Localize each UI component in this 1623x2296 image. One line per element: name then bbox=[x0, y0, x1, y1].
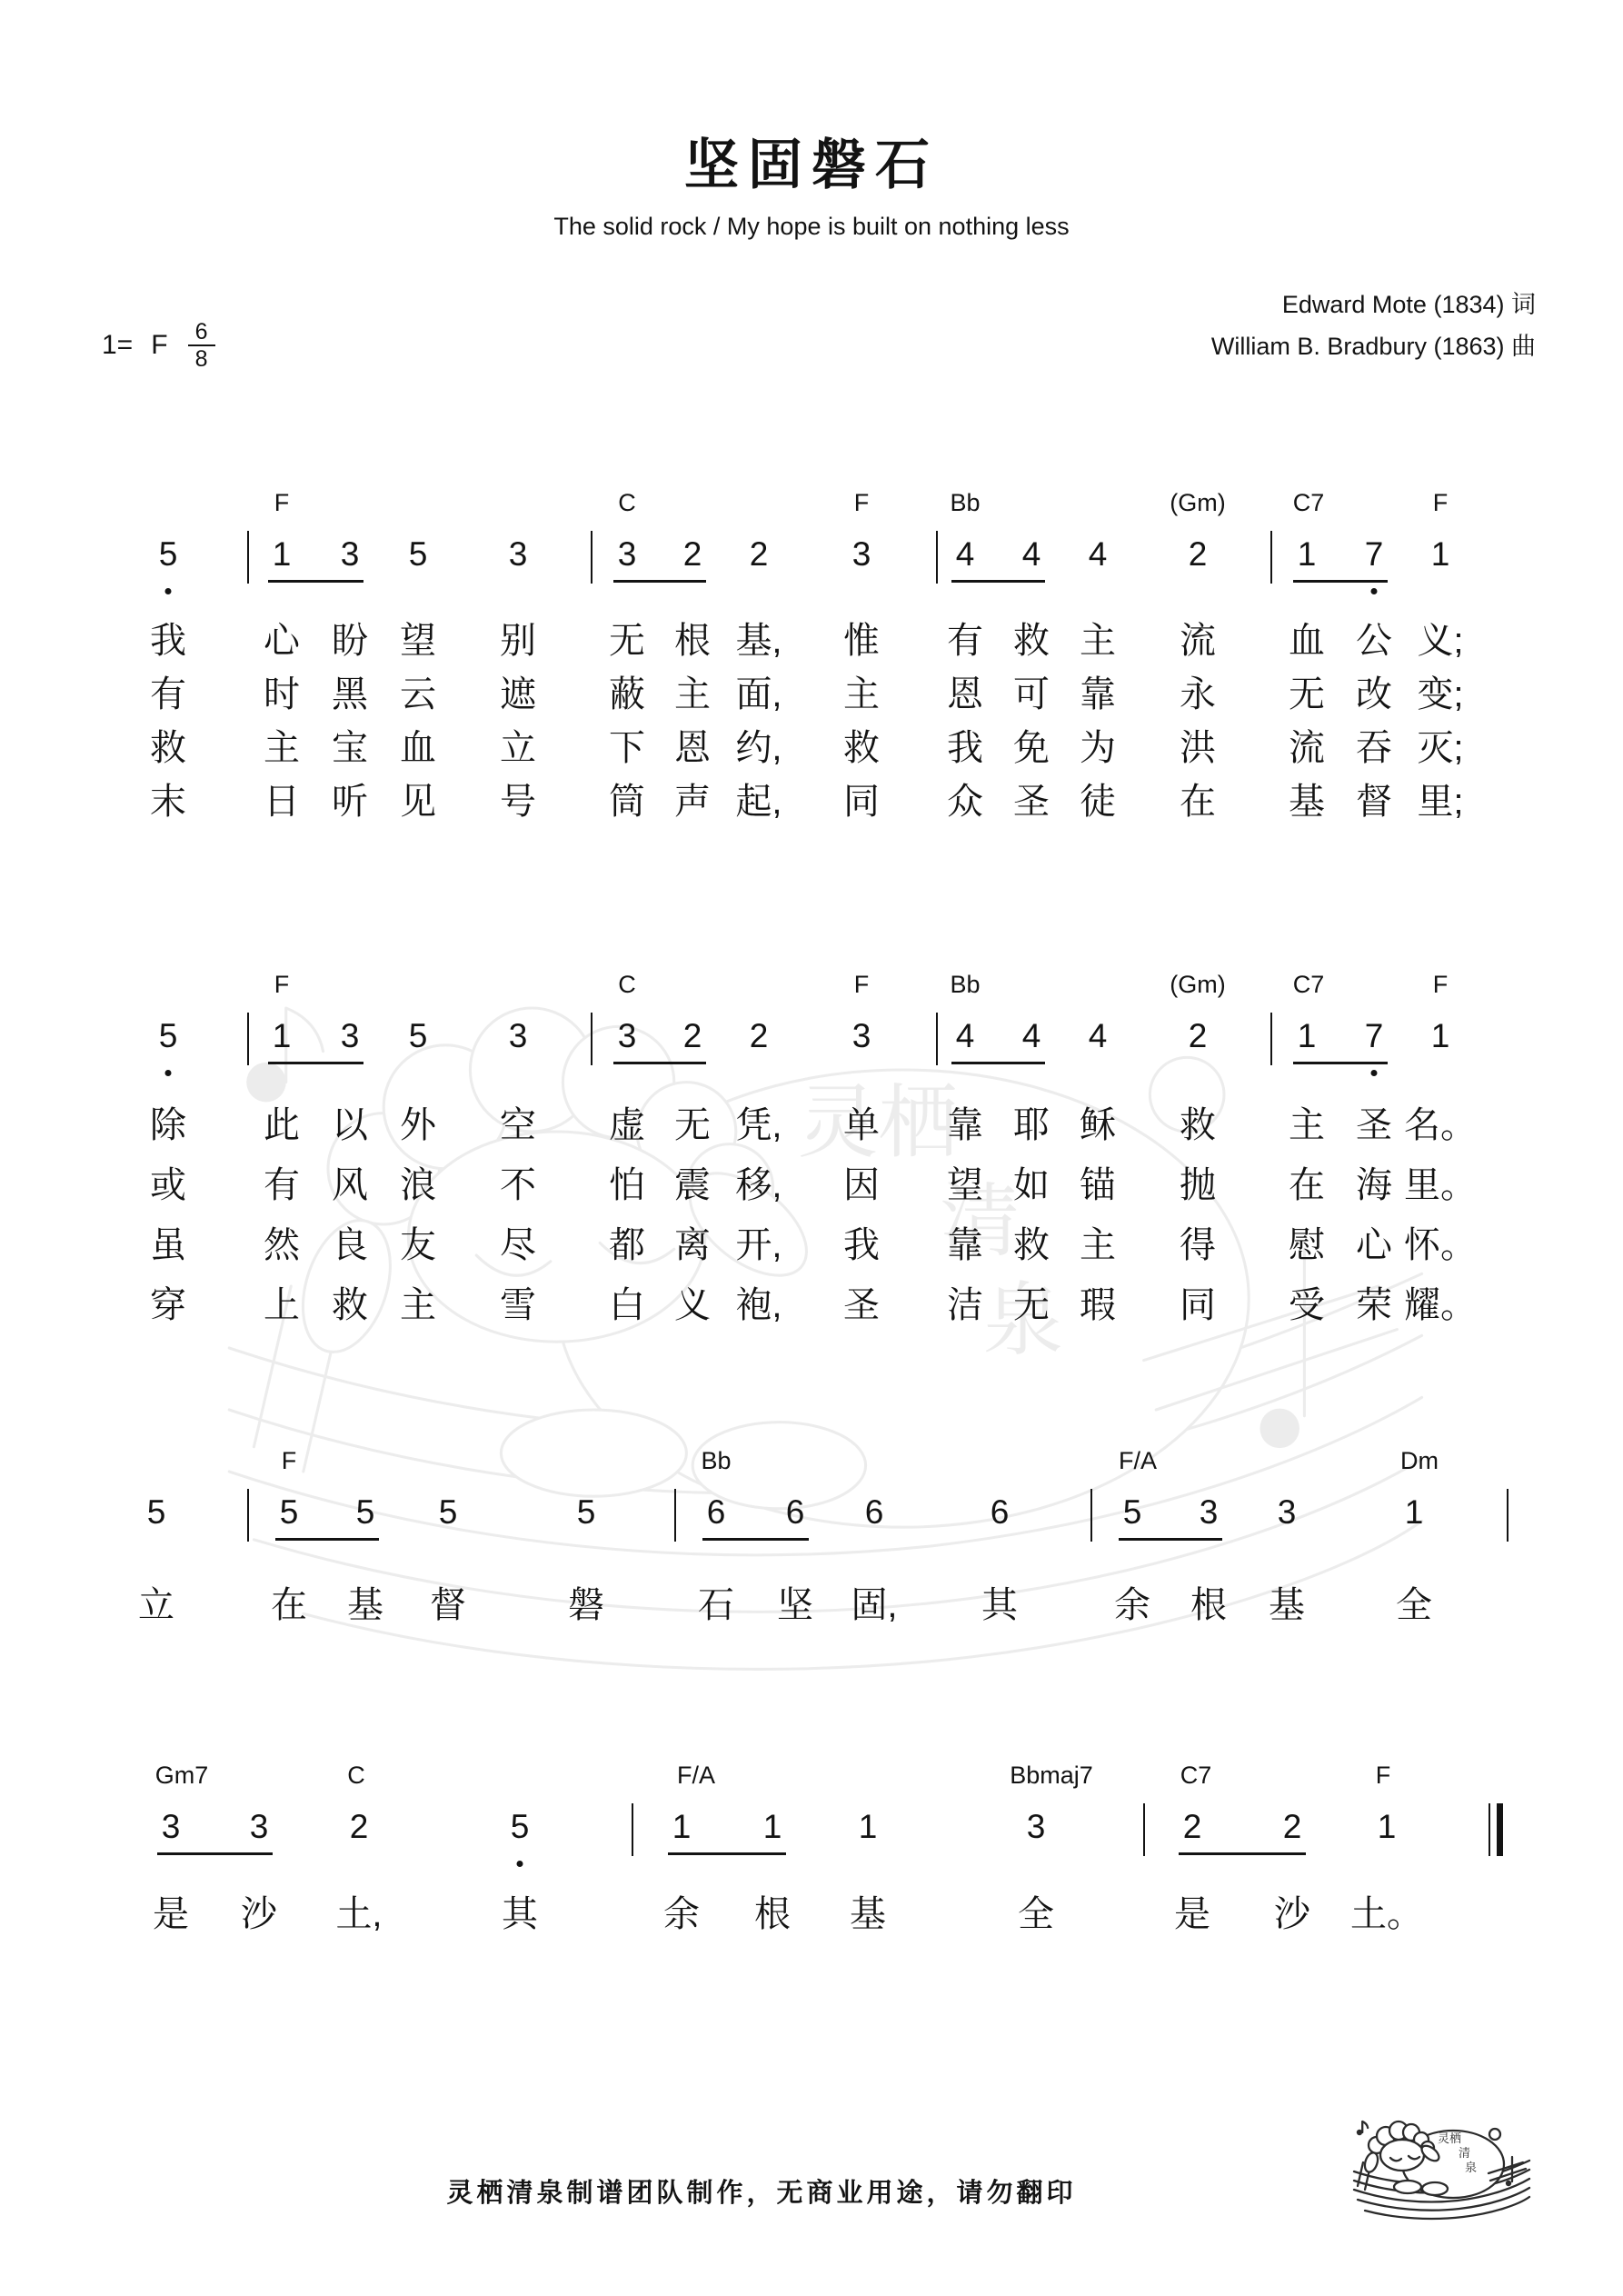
note-digit: 5 bbox=[355, 1493, 375, 1531]
note-digit: 1 bbox=[672, 1808, 692, 1845]
lyric-syllable: 移, bbox=[735, 1165, 782, 1205]
lyric-syllable: 免 bbox=[1013, 728, 1050, 768]
lyric-syllable: 在 bbox=[1289, 1165, 1325, 1205]
lyric-syllable: 下 bbox=[609, 728, 645, 768]
lyric-syllable: 变; bbox=[1417, 674, 1464, 714]
eighth-beam bbox=[268, 1062, 363, 1064]
note-digit: 5 bbox=[408, 1017, 428, 1054]
song-subtitle: The solid rock / My hope is built on nothing less bbox=[553, 213, 1070, 240]
lyric-syllable: 虽 bbox=[150, 1225, 186, 1265]
lyric-syllable: 救 bbox=[332, 1285, 368, 1325]
note-digit: 5 bbox=[158, 1017, 178, 1054]
lyric-syllable: 无 bbox=[674, 1105, 711, 1145]
lyric-syllable: 救 bbox=[843, 728, 880, 768]
lyric-syllable: 余 bbox=[663, 1894, 700, 1934]
lyric-syllable: 靠 bbox=[947, 1105, 983, 1145]
lyric-syllable: 无 bbox=[1013, 1285, 1050, 1325]
chord-label: Bb bbox=[950, 971, 981, 998]
chord-label: C7 bbox=[1180, 1762, 1212, 1789]
chord-label: F bbox=[1432, 971, 1449, 998]
note-digit: 2 bbox=[1182, 1808, 1202, 1845]
lyric-syllable: 主 bbox=[1080, 621, 1116, 661]
barline bbox=[1143, 1803, 1145, 1856]
chord-label: F bbox=[274, 971, 290, 998]
lyric-syllable: 圣 bbox=[843, 1285, 880, 1325]
chord-label: Bb bbox=[950, 489, 981, 516]
note-digit: 2 bbox=[1188, 535, 1208, 573]
lyric-syllable: 怀。 bbox=[1404, 1225, 1477, 1265]
lyric-syllable: 吞 bbox=[1356, 728, 1392, 768]
lyric-syllable: 磐 bbox=[568, 1585, 604, 1625]
chord-label: F/A bbox=[1118, 1447, 1158, 1474]
lyric-syllable: 流 bbox=[1289, 728, 1325, 768]
note-digit: 4 bbox=[1021, 535, 1041, 573]
lyric-syllable: 风 bbox=[332, 1165, 368, 1205]
lyric-syllable: 改 bbox=[1356, 674, 1392, 714]
lyric-syllable: 同 bbox=[843, 782, 880, 822]
note-digit: 6 bbox=[990, 1493, 1010, 1531]
chord-label: C bbox=[618, 489, 636, 516]
lyric-syllable: 血 bbox=[400, 728, 436, 768]
note-digit: 5 bbox=[408, 535, 428, 573]
lyric-syllable: 全 bbox=[1396, 1585, 1432, 1625]
lyric-syllable: 恩 bbox=[947, 674, 983, 714]
barline bbox=[591, 531, 592, 584]
chord-label: C bbox=[618, 971, 636, 998]
note-digit: 3 bbox=[249, 1808, 269, 1845]
barline bbox=[247, 1013, 249, 1065]
lyric-syllable: 是 bbox=[153, 1894, 189, 1934]
barline bbox=[591, 1013, 592, 1065]
lyric-syllable: 袍, bbox=[735, 1285, 782, 1325]
lyric-syllable: 虚 bbox=[609, 1105, 645, 1145]
lyric-syllable: 其 bbox=[502, 1894, 538, 1934]
lyric-syllable: 望 bbox=[400, 621, 436, 661]
chord-label: Bbmaj7 bbox=[1010, 1762, 1093, 1789]
barline bbox=[247, 1489, 249, 1542]
lyric-syllable: 友 bbox=[400, 1225, 436, 1265]
eighth-beam bbox=[613, 1062, 706, 1064]
lyric-syllable: 瑕 bbox=[1080, 1285, 1116, 1325]
note-digit: 5 bbox=[438, 1493, 458, 1531]
lyric-syllable: 筒 bbox=[609, 782, 645, 822]
barline bbox=[1270, 1013, 1272, 1065]
lyric-syllable: 时 bbox=[264, 674, 300, 714]
lyric-syllable: 基 bbox=[850, 1894, 886, 1934]
lyric-syllable: 有 bbox=[150, 674, 186, 714]
lyric-syllable: 遮 bbox=[500, 674, 536, 714]
lyric-syllable: 根 bbox=[1190, 1585, 1227, 1625]
barline bbox=[936, 1013, 938, 1065]
lyric-syllable: 我 bbox=[150, 621, 186, 661]
note-digit: 1 bbox=[1430, 535, 1450, 573]
eighth-beam bbox=[702, 1538, 809, 1541]
note-digit: 3 bbox=[340, 1017, 360, 1054]
lyric-syllable: 我 bbox=[947, 728, 983, 768]
chord-label: C7 bbox=[1292, 489, 1325, 516]
lyric-syllable: 耶 bbox=[1013, 1105, 1050, 1145]
lyric-syllable: 以 bbox=[332, 1105, 368, 1145]
eighth-beam bbox=[1119, 1538, 1222, 1541]
lyric-syllable: 如 bbox=[1013, 1165, 1050, 1205]
note-digit: 1 bbox=[1430, 1017, 1450, 1054]
note-digit: 5 bbox=[279, 1493, 299, 1531]
lyric-syllable: 恩 bbox=[674, 728, 711, 768]
note-digit: 3 bbox=[1277, 1493, 1297, 1531]
lyric-syllable: 血 bbox=[1289, 621, 1325, 661]
lyric-syllable: 根 bbox=[674, 621, 711, 661]
lyric-syllable: 黑 bbox=[332, 674, 368, 714]
note-digit: 1 bbox=[1297, 1017, 1317, 1054]
lyric-syllable: 灭; bbox=[1417, 728, 1464, 768]
chord-label: F bbox=[1432, 489, 1449, 516]
eighth-beam bbox=[613, 580, 706, 583]
chord-label: F bbox=[274, 489, 290, 516]
note-digit: 7 bbox=[1364, 1017, 1384, 1054]
lyric-syllable: 良 bbox=[332, 1225, 368, 1265]
footer-credit: 灵栖清泉制谱团队制作，无商业用途，请勿翻印 bbox=[446, 2179, 1077, 2208]
lyric-syllable: 锚 bbox=[1080, 1165, 1116, 1205]
lyric-syllable: 受 bbox=[1289, 1285, 1325, 1325]
lyric-syllable: 救 bbox=[1013, 621, 1050, 661]
note-digit: 3 bbox=[851, 535, 871, 573]
chord-label: C7 bbox=[1292, 971, 1325, 998]
eighth-beam bbox=[1293, 1062, 1388, 1064]
lyric-syllable: 心 bbox=[1356, 1225, 1392, 1265]
lyric-syllable: 望 bbox=[947, 1165, 983, 1205]
lyric-syllable: 云 bbox=[400, 674, 436, 714]
eighth-beam bbox=[275, 1538, 379, 1541]
lyric-syllable: 主 bbox=[1289, 1105, 1325, 1145]
barline bbox=[632, 1803, 633, 1856]
note-digit: 4 bbox=[1088, 535, 1108, 573]
lyric-syllable: 石 bbox=[698, 1585, 734, 1625]
note-digit: 1 bbox=[762, 1808, 782, 1845]
note-digit: 4 bbox=[955, 535, 975, 573]
lyric-syllable: 靠 bbox=[947, 1225, 983, 1265]
lyric-syllable: 主 bbox=[1080, 1225, 1116, 1265]
note-digit: 6 bbox=[706, 1493, 726, 1531]
lyric-syllable: 外 bbox=[400, 1105, 436, 1145]
note-digit: 5 bbox=[1122, 1493, 1142, 1531]
lyric-syllable: 主 bbox=[674, 674, 711, 714]
note-digit: 1 bbox=[858, 1808, 878, 1845]
note-digit: 2 bbox=[682, 1017, 702, 1054]
lyric-syllable: 无 bbox=[1289, 674, 1325, 714]
lyric-syllable: 永 bbox=[1180, 674, 1216, 714]
chord-label: F bbox=[281, 1447, 297, 1474]
lyric-syllable: 义 bbox=[674, 1285, 711, 1325]
lyric-syllable: 无 bbox=[609, 621, 645, 661]
note-digit: 3 bbox=[851, 1017, 871, 1054]
eighth-beam bbox=[1179, 1852, 1306, 1855]
lyric-syllable: 其 bbox=[981, 1585, 1018, 1625]
barline bbox=[674, 1489, 676, 1542]
song-title: 坚固磐石 bbox=[684, 135, 939, 195]
note-digit: 2 bbox=[1188, 1017, 1208, 1054]
lyric-syllable: 在 bbox=[1180, 782, 1216, 822]
lyric-syllable: 基 bbox=[1269, 1585, 1305, 1625]
lyric-syllable: 基, bbox=[735, 621, 782, 661]
chord-label: F bbox=[853, 489, 870, 516]
note-digit: 4 bbox=[1088, 1017, 1108, 1054]
barline bbox=[936, 531, 938, 584]
note-digit: 1 bbox=[272, 535, 292, 573]
lyric-syllable: 都 bbox=[609, 1225, 645, 1265]
eighth-beam bbox=[951, 580, 1045, 583]
lyric-syllable: 洁 bbox=[947, 1285, 983, 1325]
lyric-syllable: 见 bbox=[400, 782, 436, 822]
lyric-syllable: 基 bbox=[1289, 782, 1325, 822]
lyric-syllable: 日 bbox=[264, 782, 300, 822]
lyric-syllable: 救 bbox=[1180, 1105, 1216, 1145]
key-letter: F bbox=[151, 330, 168, 360]
lyric-syllable: 可 bbox=[1013, 674, 1050, 714]
note-digit: 1 bbox=[1404, 1493, 1424, 1531]
end-barline bbox=[1507, 1489, 1508, 1542]
lyric-syllable: 基 bbox=[347, 1585, 383, 1625]
lyric-syllable: 救 bbox=[150, 728, 186, 768]
lyric-syllable: 慰 bbox=[1289, 1225, 1325, 1265]
note-digit: 3 bbox=[1026, 1808, 1046, 1845]
music-system-1 bbox=[0, 489, 1623, 853]
low-octave-dot bbox=[1371, 588, 1378, 594]
note-digit: 2 bbox=[1282, 1808, 1302, 1845]
note-digit: 5 bbox=[576, 1493, 596, 1531]
lyric-syllable: 惟 bbox=[843, 621, 880, 661]
lyric-syllable: 我 bbox=[843, 1225, 880, 1265]
meter-upper: 6 bbox=[194, 319, 208, 344]
lyric-syllable: 声 bbox=[674, 782, 711, 822]
lyric-syllable: 沙 bbox=[241, 1894, 277, 1934]
note-digit: 4 bbox=[955, 1017, 975, 1054]
lyric-syllable: 主 bbox=[264, 728, 300, 768]
lyric-syllable: 别 bbox=[500, 621, 536, 661]
lyric-syllable: 圣 bbox=[1013, 782, 1050, 822]
lyric-syllable: 抛 bbox=[1180, 1165, 1216, 1205]
lyric-syllable: 公 bbox=[1356, 621, 1392, 661]
lyric-syllable: 稣 bbox=[1080, 1105, 1116, 1145]
chord-label: C bbox=[347, 1762, 365, 1789]
lyric-syllable: 同 bbox=[1180, 1285, 1216, 1325]
lyric-syllable: 在 bbox=[271, 1585, 307, 1625]
lyric-syllable: 或 bbox=[150, 1165, 186, 1205]
note-digit: 2 bbox=[682, 535, 702, 573]
lyric-syllable: 全 bbox=[1018, 1894, 1054, 1934]
lyric-syllable: 名。 bbox=[1404, 1105, 1477, 1145]
lyric-syllable: 白 bbox=[609, 1285, 645, 1325]
music-system-2 bbox=[0, 971, 1623, 1353]
eighth-beam bbox=[951, 1062, 1045, 1064]
note-digit: 5 bbox=[510, 1808, 530, 1845]
lyric-syllable: 面, bbox=[735, 674, 782, 714]
lyric-syllable: 沙 bbox=[1274, 1894, 1310, 1934]
note-digit: 1 bbox=[272, 1017, 292, 1054]
lyric-syllable: 余 bbox=[1114, 1585, 1150, 1625]
note-digit: 3 bbox=[508, 1017, 528, 1054]
low-octave-dot bbox=[165, 588, 172, 594]
note-digit: 4 bbox=[1021, 1017, 1041, 1054]
note-digit: 1 bbox=[1297, 535, 1317, 573]
note-digit: 5 bbox=[146, 1493, 166, 1531]
chord-label: Gm7 bbox=[154, 1762, 209, 1789]
lyric-syllable: 听 bbox=[332, 782, 368, 822]
lyric-syllable: 怕 bbox=[609, 1165, 645, 1205]
music-system-4 bbox=[0, 1762, 1623, 1962]
eighth-beam bbox=[157, 1852, 273, 1855]
lyric-syllable: 里; bbox=[1417, 782, 1464, 822]
low-octave-dot bbox=[1371, 1070, 1378, 1076]
note-digit: 1 bbox=[1377, 1808, 1397, 1845]
lyric-syllable: 上 bbox=[264, 1285, 300, 1325]
lyric-syllable: 徒 bbox=[1080, 782, 1116, 822]
lyric-syllable: 为 bbox=[1080, 728, 1116, 768]
note-digit: 6 bbox=[864, 1493, 884, 1531]
lyric-syllable: 荣 bbox=[1356, 1285, 1392, 1325]
note-digit: 2 bbox=[749, 535, 769, 573]
lyric-syllable: 尽 bbox=[500, 1225, 536, 1265]
lyric-syllable: 督 bbox=[430, 1585, 466, 1625]
music-system-3 bbox=[0, 1447, 1623, 1647]
note-digit: 2 bbox=[349, 1808, 369, 1845]
chord-label: (Gm) bbox=[1170, 489, 1226, 516]
lyric-syllable: 蔽 bbox=[609, 674, 645, 714]
lyric-syllable: 号 bbox=[500, 782, 536, 822]
lyric-syllable: 立 bbox=[138, 1585, 174, 1625]
lyric-syllable: 浪 bbox=[400, 1165, 436, 1205]
lyric-syllable: 不 bbox=[500, 1165, 536, 1205]
lyric-syllable: 开, bbox=[735, 1225, 782, 1265]
lyric-syllable: 土。 bbox=[1350, 1894, 1423, 1934]
lyric-syllable: 单 bbox=[843, 1105, 880, 1145]
low-octave-dot bbox=[517, 1861, 523, 1867]
note-digit: 3 bbox=[508, 535, 528, 573]
lyric-syllable: 得 bbox=[1180, 1225, 1216, 1265]
eighth-beam bbox=[268, 580, 363, 583]
note-digit: 3 bbox=[340, 535, 360, 573]
lyric-syllable: 宝 bbox=[332, 728, 368, 768]
barline bbox=[1270, 531, 1272, 584]
note-digit: 6 bbox=[785, 1493, 805, 1531]
lyricist-credit: Edward Mote (1834) 词 bbox=[1281, 291, 1536, 318]
chord-label: Bb bbox=[701, 1447, 732, 1474]
lyric-syllable: 然 bbox=[264, 1225, 300, 1265]
chord-label: Dm bbox=[1400, 1447, 1439, 1474]
barline bbox=[247, 531, 249, 584]
lyric-syllable: 盼 bbox=[332, 621, 368, 661]
lyric-syllable: 立 bbox=[500, 728, 536, 768]
note-digit: 3 bbox=[1199, 1493, 1219, 1531]
lyric-syllable: 有 bbox=[947, 621, 983, 661]
lyric-syllable: 里。 bbox=[1404, 1165, 1477, 1205]
note-digit: 3 bbox=[617, 535, 637, 573]
lyric-syllable: 流 bbox=[1180, 621, 1216, 661]
lyric-syllable: 心 bbox=[264, 621, 300, 661]
lyric-syllable: 固, bbox=[851, 1585, 898, 1625]
lyric-syllable: 海 bbox=[1356, 1165, 1392, 1205]
eighth-beam bbox=[1293, 580, 1388, 583]
lyric-syllable: 起, bbox=[735, 782, 782, 822]
lyric-syllable: 因 bbox=[843, 1165, 880, 1205]
lyric-syllable: 众 bbox=[947, 782, 983, 822]
lyric-syllable: 空 bbox=[500, 1105, 536, 1145]
lyric-syllable: 坚 bbox=[777, 1585, 813, 1625]
chord-label: F bbox=[853, 971, 870, 998]
low-octave-dot bbox=[165, 1070, 172, 1076]
lyric-syllable: 此 bbox=[264, 1105, 300, 1145]
lyric-syllable: 救 bbox=[1013, 1225, 1050, 1265]
composer-credit: William B. Bradbury (1863) 曲 bbox=[1210, 333, 1536, 360]
lyric-syllable: 洪 bbox=[1180, 728, 1216, 768]
lyric-syllable: 离 bbox=[674, 1225, 711, 1265]
lyric-syllable: 除 bbox=[150, 1105, 186, 1145]
lyric-syllable: 义; bbox=[1417, 621, 1464, 661]
lyric-syllable: 根 bbox=[754, 1894, 791, 1934]
key-prefix: 1= bbox=[102, 330, 134, 360]
note-digit: 3 bbox=[161, 1808, 181, 1845]
publisher-logo bbox=[1350, 2114, 1532, 2229]
lyric-syllable: 耀。 bbox=[1404, 1285, 1477, 1325]
final-thick-barline bbox=[1497, 1803, 1503, 1856]
lyric-syllable: 是 bbox=[1174, 1894, 1210, 1934]
lyric-syllable: 有 bbox=[264, 1165, 300, 1205]
lyric-syllable: 震 bbox=[674, 1165, 711, 1205]
chord-label: (Gm) bbox=[1170, 971, 1226, 998]
lyric-syllable: 约, bbox=[735, 728, 782, 768]
lyric-syllable: 末 bbox=[150, 782, 186, 822]
meter-lower: 8 bbox=[194, 346, 208, 372]
chord-label: F bbox=[1375, 1762, 1391, 1789]
lyric-syllable: 凭, bbox=[735, 1105, 782, 1145]
lyric-syllable: 靠 bbox=[1080, 674, 1116, 714]
barline bbox=[1090, 1489, 1092, 1542]
lyric-syllable: 土, bbox=[335, 1894, 383, 1934]
lyric-syllable: 主 bbox=[843, 674, 880, 714]
chord-label: F/A bbox=[676, 1762, 716, 1789]
eighth-beam bbox=[668, 1852, 786, 1855]
note-digit: 7 bbox=[1364, 535, 1384, 573]
lyric-syllable: 雪 bbox=[500, 1285, 536, 1325]
lyric-syllable: 督 bbox=[1356, 782, 1392, 822]
note-digit: 5 bbox=[158, 535, 178, 573]
note-digit: 2 bbox=[749, 1017, 769, 1054]
lyric-syllable: 主 bbox=[400, 1285, 436, 1325]
end-barline bbox=[1489, 1803, 1490, 1856]
lyric-syllable: 圣 bbox=[1356, 1105, 1392, 1145]
note-digit: 3 bbox=[617, 1017, 637, 1054]
lyric-syllable: 穿 bbox=[150, 1285, 186, 1325]
